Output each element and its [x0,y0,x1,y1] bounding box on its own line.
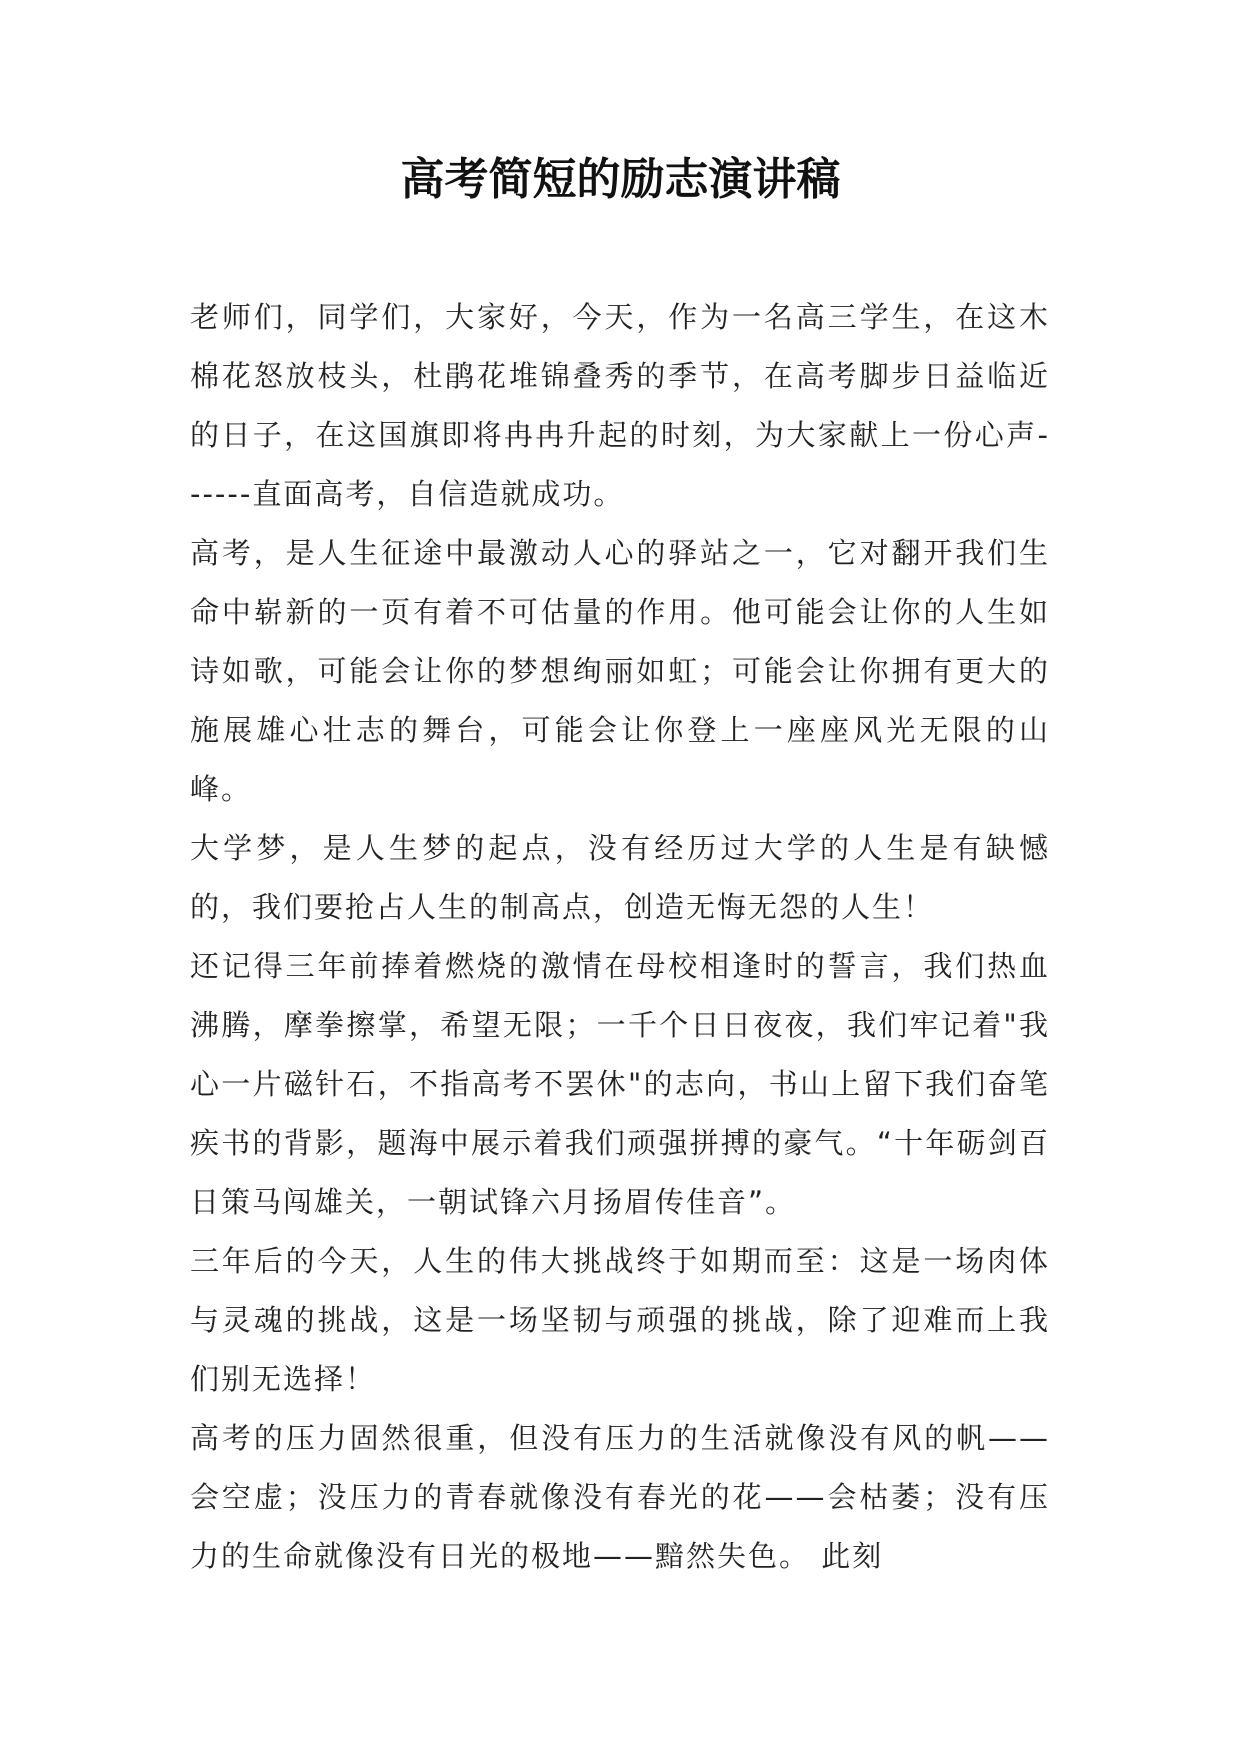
paragraph-pressure: 高考的压力固然很重，但没有压力的生活就像没有风的帆——会空虚；没压力的青春就像没有春光的花——会枯萎；没有压力的生命就像没有日光的极地——黯然失色。 此刻 [190,1421,1050,1573]
paragraph-challenge: 三年后的今天，人生的伟大挑战终于如期而至：这是一场肉体与灵魂的挑战，这是一场坚韧与顽强的挑战，除了迎难而上我们别无选择！ [190,1244,1050,1396]
paragraph-gaokao-meaning: 高考，是人生征途中最激动人心的驿站之一，它对翻开我们生命中崭新的一页有着不可估量的作用。他可能会让你的人生如诗如歌，可能会让你的梦想绚丽如虹；可能会让你拥有更大的施展雄心壮志的舞台，可能会让你登上一座座风光无限的山峰。 [190,536,1050,806]
paragraph-greeting: 老师们，同学们，大家好，今天，作为一名高三学生，在这木棉花怒放枝头，杜鹃花堆锦叠秀的季节，在高考脚步日益临近的日子，在这国旗即将冉冉升起的时刻，为大家献上一份心声------直面高考，自信造就成功。 [190,300,1050,511]
paragraph-three-years-ago: 还记得三年前捧着燃烧的激情在母校相逢时的誓言，我们热血沸腾，摩拳擦掌，希望无限；一千个日日夜夜，我们牢记着"我心一片磁针石，不指高考不罢休"的志向，书山上留下我们奋笔疾书的背影，题海中展示着我们顽强拼搏的豪气。“十年砺剑百日策马闯雄关，一朝试锋六月扬眉传佳音”。 [190,949,1050,1219]
document-body [190,288,1050,1586]
paragraph-university-dream: 大学梦，是人生梦的起点，没有经历过大学的人生是有缺憾的，我们要抢占人生的制高点，创造无悔无怨的人生！ [190,831,1050,924]
document-title: 高考简短的励志演讲稿 [400,154,841,205]
